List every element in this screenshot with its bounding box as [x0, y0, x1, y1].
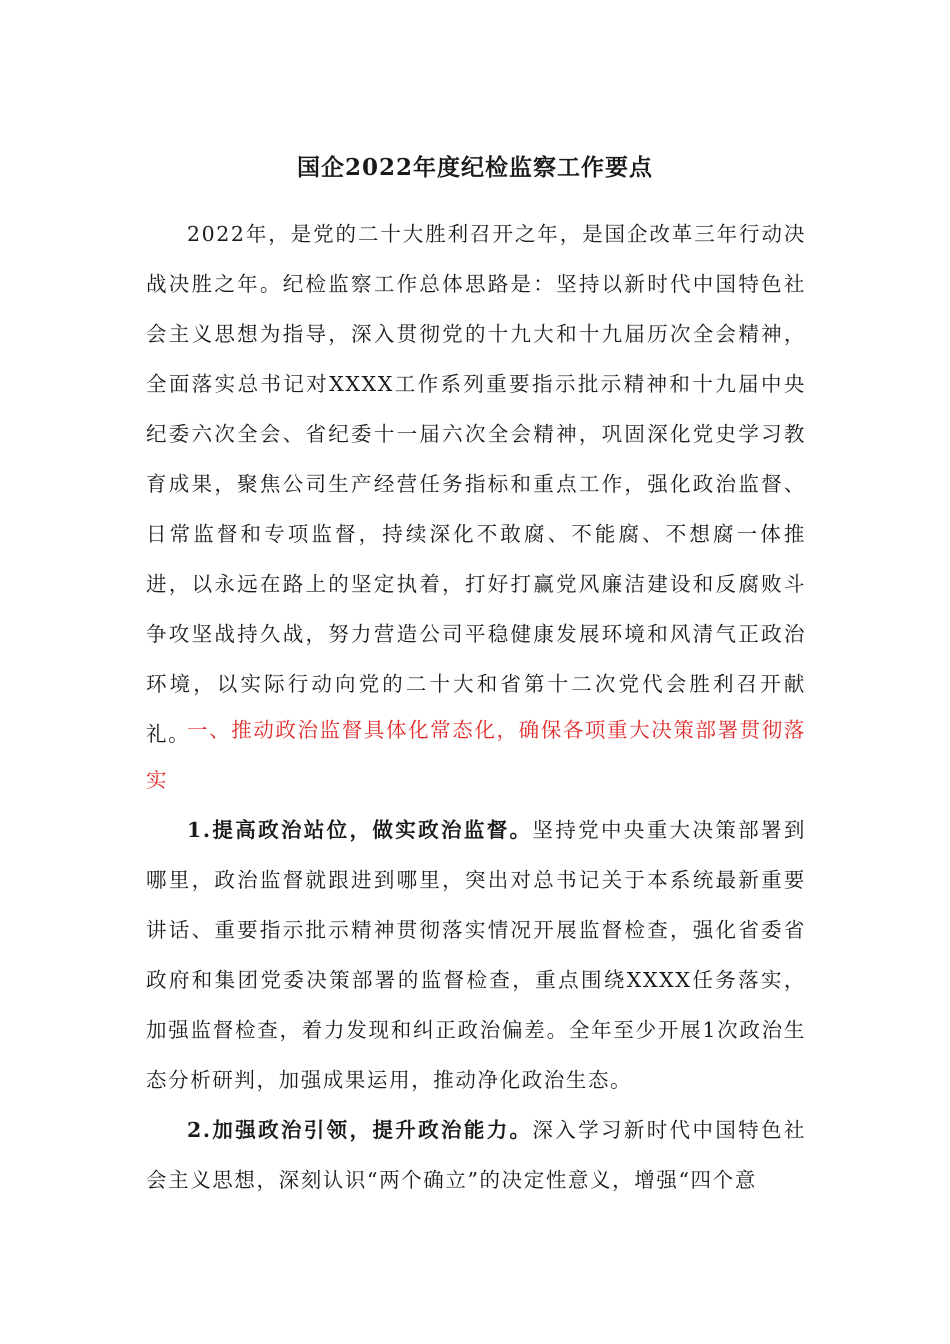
item-2-text: 深入学习新时代中国特色社会主义思想，深刻认识“两个确立”的决定性意义，增强“四个意: [146, 1118, 806, 1192]
item-1-paragraph: [146, 805, 806, 1105]
item-2-paragraph: [146, 1105, 806, 1205]
document-title: 国企2022年度纪检监察工作要点: [296, 154, 653, 181]
intro-paragraph: 2022年，是党的二十大胜利召开之年，是国企改革三年行动决战决胜之年。纪检监察工作总体思路是：坚持以新时代中国特色社会主义思想为指导，深入贯彻党的十九大和十九届历次全会精神，全面落实总书记对XXXX工作系列重要指示批示精神和十九届中央纪委六次全会、省纪委十一届六次全会精神，巩固深化党史学习教育成果，聚焦公司生产经营任务指标和重点工作，强化政治监督、日常监督和专项监督，持续深化不敢腐、不能腐、不想腐一体推进，以永远在路上的坚定执着，打好打赢党风廉洁建设和反腐败斗争攻坚战持久战，努力营造公司平稳健康发展环境和风清气正政治环境，以实际行动向党的二十大和省第十二次党代会胜利召开献礼。: [146, 222, 806, 746]
item-1-text: 坚持党中央重大决策部署到哪里，政治监督就跟进到哪里，突出对总书记关于本系统最新重要讲话、重要指示批示精神贯彻落实情况开展监督检查，强化省委省政府和集团党委决策部署的监督检查，重点围绕XXXX任务落实，加强监督检查，着力发现和纠正政治偏差。全年至少开展1次政治生态分析研判，加强成果运用，推动净化政治生态。: [146, 818, 806, 1092]
section-heading: 一、推动政治监督具体化常态化，确保各项重大决策部署贯彻落实: [146, 718, 806, 792]
item-2-lead: 2.加强政治引领，提升政治能力。: [187, 1118, 533, 1142]
item-1-lead: 1.提高政治站位，做实政治监督。: [187, 818, 533, 842]
